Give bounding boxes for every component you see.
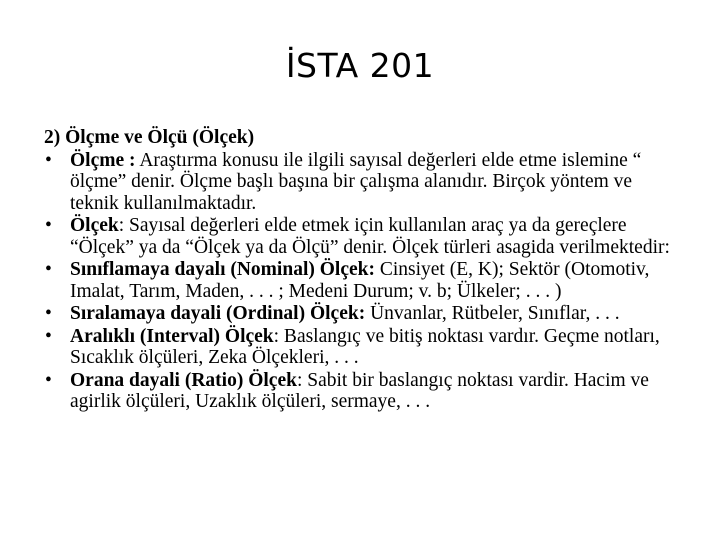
bullet-term: Ölçme : (70, 149, 136, 171)
bullet-icon: • (45, 149, 52, 171)
bullet-term: Sıralamaya dayali (Ordinal) Ölçek: (70, 303, 366, 324)
bullet-icon: • (45, 215, 52, 236)
slide-title: İSTA 201 (285, 46, 435, 85)
bullet-icon: • (45, 303, 52, 324)
bullet-term: Ölçek (70, 215, 119, 236)
slide-body (44, 127, 684, 414)
bullet-icon: • (45, 369, 52, 391)
bullet-icon: • (45, 325, 52, 347)
bullet-text: Araştırma konusu ile ilgili sayısal değerleri elde etme islemine “ ölçme” denir. Ölçme başlı başına bir çalışma alanıdır. Birçok yöntem ve teknik kullanılmaktadır. (70, 149, 642, 214)
bullet-text: Ünvanlar, Rütbeler, Sınıflar, . . . (365, 303, 620, 324)
bullet-icon: • (45, 259, 52, 280)
bullet-item-ordinal (44, 303, 684, 325)
bullet-text: : Baslangıç ve bitiş noktası vardır. Geçme notları, Sıcaklık ölçüleri, Zeka Ölçekleri, . . . (70, 325, 660, 368)
bullet-term: Orana dayali (Ratio) Ölçek (70, 369, 297, 391)
bullet-item-nominal (44, 259, 684, 302)
bullet-item-interval (44, 326, 684, 369)
bullet-term: Aralıklı (Interval) Ölçek (70, 325, 274, 347)
bullet-item-olcek (44, 215, 684, 258)
bullet-text: : Sabit bir baslangıç noktası vardir. Hacim ve agirlik ölçüleri, Uzaklık ölçüleri, sermaye, . . . (70, 369, 649, 412)
bullet-text: : Sayısal değerleri elde etmek için kullanılan araç ya da gereçlere “Ölçek” ya da “Ölçek ya da Ölçü” denir. Ölçek türleri asagida verilmektedir: (70, 215, 670, 258)
bullet-item-ratio (44, 370, 684, 413)
bullet-term: Sınıflamaya dayalı (Nominal) Ölçek: (70, 259, 375, 280)
bullet-list (44, 150, 684, 413)
bullet-text: Cinsiyet (E, K); Sektör (Otomotiv, Imalat, Tarım, Maden, . . . ; Medeni Durum; v. b; Ülkeler; . . . ) (70, 259, 650, 302)
bullet-item-olcme (44, 150, 684, 215)
section-heading: 2) Ölçme ve Ölçü (Ölçek) (44, 127, 255, 148)
